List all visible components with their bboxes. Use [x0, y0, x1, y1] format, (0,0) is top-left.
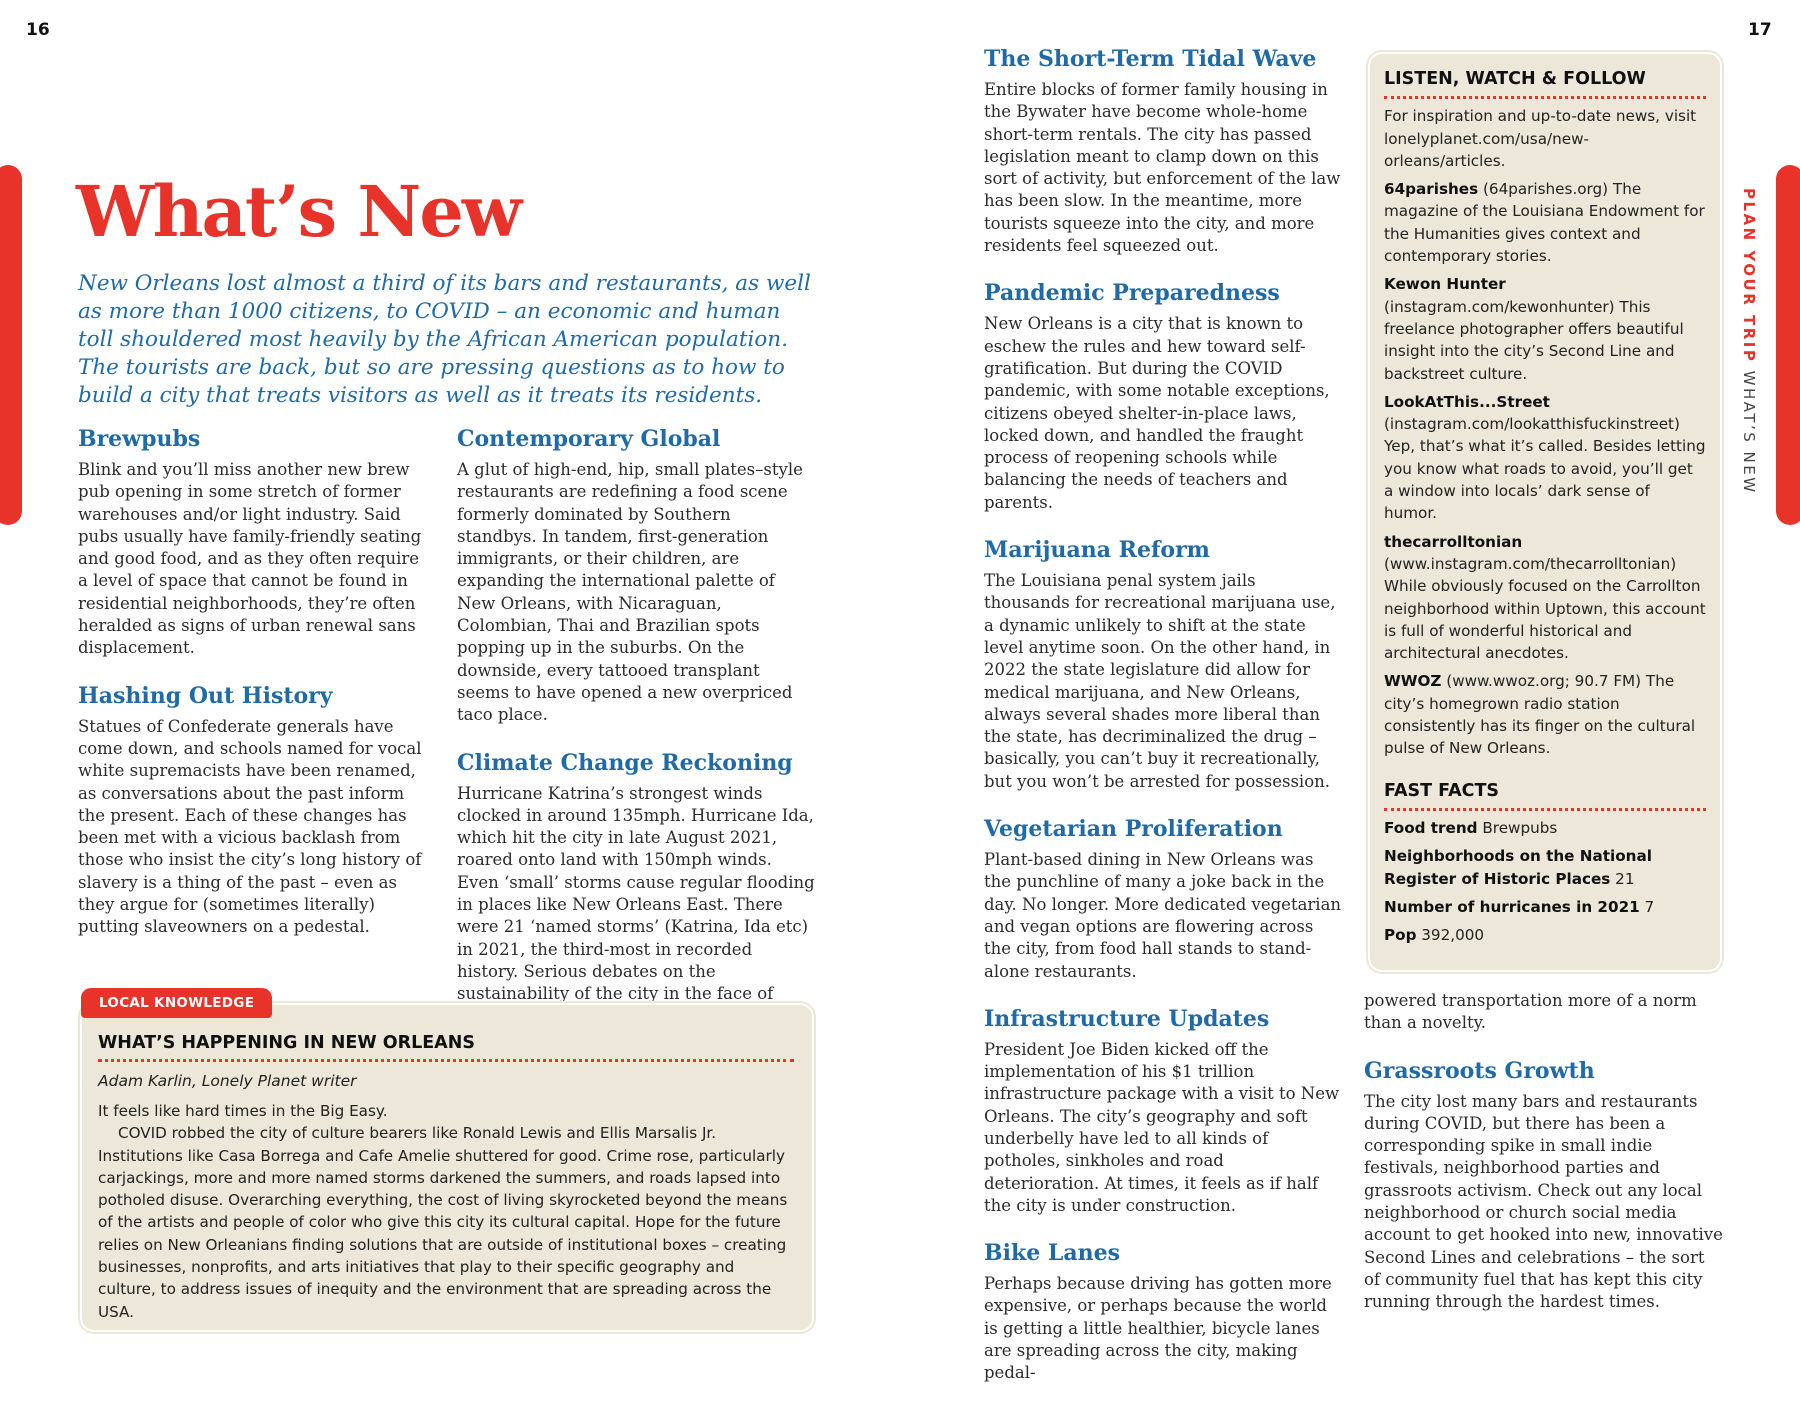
section-text-bike-continued: powered transportation more of a norm than a novelty. [1364, 991, 1697, 1033]
listen-item-name: thecarrolltonian [1384, 532, 1523, 551]
fact-value: 392,000 [1416, 926, 1485, 945]
section-heading-pandemic: Pandemic Preparedness [984, 280, 1280, 307]
listen-intro: For inspiration and up-to-date news, visit lonelyplanet.com/usa/new-orleans/articles. [1384, 107, 1697, 170]
page-number-left: 16 [26, 20, 50, 40]
page-title: What’s New [76, 170, 521, 253]
listen-item-text: (instagram.com/lookatthisfuckinstreet) Yep, that’s what it’s called. Besides letting you know what roads to avoid, you’ll get a window into locals’ dark sense of humor. [1384, 415, 1706, 523]
section-heading-bike: Bike Lanes [984, 1240, 1120, 1267]
side-label-plan: PLAN YOUR TRIP [1740, 188, 1758, 364]
section-text-contemporary: A glut of high-end, hip, small plates–style restaurants are redefining a food scene formerly dominated by Southern standbys. In tandem, first-generation immigrants, or their children, are expanding the international palette of New Orleans, with Nicaraguan, Colombian, Thai and Brazilian spots popping up in the suburbs. On the downside, every tattooed transplant seems to have opened a new overpriced taco place. [457, 460, 803, 725]
listen-item [1384, 273, 1706, 384]
section-heading-contemporary: Contemporary Global [457, 426, 721, 452]
fact-label: Neighborhoods on the National Register of Historic Places [1384, 847, 1652, 888]
listen-item [1384, 670, 1706, 759]
section-text-hashing: Statues of Confederate generals have come down, and schools named for vocal white supremacists have been renamed, as conversations about the past inform the present. Each of these changes has been met with a vicious backlash from those who insist the city’s long history of slavery is a thing of the past – even as they argue for (sometimes literally) putting slaveowners on a pedestal. [78, 716, 422, 937]
listen-item-name: WWOZ [1384, 672, 1442, 691]
fact-value: 7 [1639, 897, 1655, 916]
fact-item [1384, 896, 1706, 918]
listen-item [1384, 391, 1706, 525]
column-1 [78, 425, 433, 961]
listen-item-name: Kewon Hunter [1384, 275, 1506, 294]
section-heading-infrastructure: Infrastructure Updates [984, 1005, 1270, 1032]
fact-label: Pop [1384, 926, 1417, 945]
fact-value: 21 [1610, 869, 1635, 888]
fact-item [1384, 924, 1706, 946]
section-text-climate: Hurricane Katrina’s strongest winds clocked in around 135mph. Hurricane Ida, which hit the city in late August 2021, roared onto land with 150mph winds. Even ‘small’ storms cause regular flooding in places like New Orleans East. There were 21 ‘named storms’ (Katrina, Ida etc) in 2021, the third-most in recorded history. Serious debates on the sustainability of the city in the face of [457, 783, 815, 1004]
local-knowledge-lead: It feels like hard times in the Big Easy. [98, 1102, 388, 1120]
section-text-pandemic: New Orleans is a city that is known to eschew the rules and hew toward self-gratification. But during the COVID pandemic, with some notable exceptions, citizens obeyed shelter-in-place laws, locked down, and handled the fraught process of reopening schools while balancing the needs of teachers and parents. [984, 314, 1330, 512]
column-2 [457, 425, 815, 1050]
listen-item-text: (www.wwoz.org; 90.7 FM) The city’s homegrown radio station consistently has its finger on the cultural pulse of New Orleans. [1384, 672, 1696, 758]
section-heading-tidal: The Short-Term Tidal Wave [984, 46, 1317, 72]
local-knowledge-heading: WHAT’S HAPPENING IN NEW ORLEANS [98, 1033, 794, 1062]
listen-item-text: (instagram.com/kewonhunter) This freelance photographer offers beautiful insight into the city’s Second Line and backstreet culture. [1384, 297, 1684, 383]
side-label-section: WHAT’S NEW [1740, 370, 1758, 495]
section-heading-grassroots: Grassroots Growth [1364, 1057, 1595, 1084]
listen-item-name: 64parishes [1384, 180, 1479, 199]
fact-label: Number of hurricanes in 2021 [1384, 897, 1640, 916]
column-4 [1364, 990, 1724, 1336]
section-text-vegetarian: Plant-based dining in New Orleans was the punchline of many a joke back in the day. No longer. More dedicated vegetarian and vegan options are flowering across the city, from food hall stands to stand-alone restaurants. [984, 850, 1342, 981]
section-heading-climate: Climate Change Reckoning [457, 749, 793, 776]
fact-item [1384, 845, 1706, 890]
fact-item [1384, 817, 1706, 839]
local-knowledge-box [80, 1003, 814, 1332]
section-text-tidal: Entire blocks of former family housing in the Bywater have become whole-home short-term rentals. The city has passed legislation meant to clamp down on this sort of activity, but enforcement of the law has been slow. In the meantime, more tourists squeeze into the city, and more residents feel squeezed out. [984, 80, 1341, 256]
local-knowledge-badge: LOCAL KNOWLEDGE [81, 988, 272, 1018]
section-heading-brewpubs: Brewpubs [78, 426, 201, 452]
local-knowledge-body: COVID robbed the city of culture bearers like Ronald Lewis and Ellis Marsalis Jr. Institutions like Casa Borrega and Cafe Amelie shuttered for good. Crime rose, particularly carjackings, more and more named storms darkened the summers, and roads lapsed into potholed disuse. Overarching everything, the cost of living skyrocketed beyond the means of the artists and people of color who give this city its cultural capital. Hope for the future relies on New Orleanians finding solutions that are outside of institutional boxes – creating businesses, nonprofits, and arts initiatives that play to their specific geography and culture, to address issues of inequity and the environment that are spreading across the USA. [98, 1124, 788, 1321]
local-knowledge-author: Adam Karlin, Lonely Planet writer [98, 1072, 357, 1090]
sidebar-box [1368, 52, 1722, 972]
section-heading-hashing: Hashing Out History [78, 682, 333, 709]
section-text-bike: Perhaps because driving has gotten more expensive, or perhaps because the world is getting a little healthier, bicycle lanes are spreading across the city, making pedal- [984, 1274, 1332, 1383]
listen-item [1384, 531, 1706, 665]
section-heading-vegetarian: Vegetarian Proliferation [984, 816, 1283, 843]
fact-label: Food trend [1384, 818, 1478, 837]
left-edge-tab [0, 165, 22, 525]
fast-facts-heading: FAST FACTS [1384, 780, 1706, 811]
section-text-brewpubs: Blink and you’ll miss another new brew pub opening in some stretch of former warehouses and/or light industry. Said pubs usually have family-friendly seating and good food, and as they often require a level of space that cannot be found in residential neighborhoods, they’re often heralded as signs of urban renewal sans displacement. [78, 460, 422, 658]
section-heading-marijuana: Marijuana Reform [984, 537, 1210, 564]
listen-item [1384, 178, 1706, 267]
section-text-grassroots: The city lost many bars and restaurants during COVID, but there has been a corresponding spike in small indie festivals, neighborhood parties and grassroots activism. Check out any local neighborhood or church social media account to get hooked into new, innovative Second Lines and celebrations – the sort of community fuel that has kept this city running through the hardest times. [1364, 1091, 1723, 1312]
section-text-infrastructure: President Joe Biden kicked off the implementation of his $1 trillion infrastructure package with a visit to New Orleans. The city’s geography and soft underbelly have led to all kinds of potholes, sinkholes and road deterioration. At times, it feels as if half the city is under construction. [984, 1039, 1340, 1215]
listen-item-text: (64parishes.org) The magazine of the Louisiana Endowment for the Humanities gives context and contemporary stories. [1384, 180, 1705, 266]
section-text-marijuana: The Louisiana penal system jails thousands for recreational marijuana use, a dynamic unlikely to shift at the state level anytime soon. On the other hand, in 2022 the state legislature did allow for medical marijuana, and New Orleans, always several shades more liberal than the state, has decriminalized the drug – basically, you can’t buy it recreationally, but you won’t be arrested for possession. [984, 571, 1336, 791]
listen-heading: LISTEN, WATCH & FOLLOW [1384, 68, 1706, 99]
side-section-label [1740, 188, 1758, 495]
fact-value: Brewpubs [1477, 818, 1558, 837]
column-3 [984, 45, 1344, 1407]
listen-item-text: (www.instagram.com/thecarrolltonian) While obviously focused on the Carrollton neighborhood within Uptown, this account is full of wonderful historical and architectural anecdotes. [1384, 554, 1706, 663]
page-number-right: 17 [1748, 20, 1772, 40]
right-edge-tab [1776, 165, 1800, 525]
intro-text: New Orleans lost almost a third of its bars and restaurants, as well as more than 1000 citizens, to COVID – an economic and human toll shouldered most heavily by the African American population. The tourists are back, but so are pressing questions as to how to build a city that treats visitors as well as it treats its residents. [78, 271, 811, 408]
listen-item-name: LookAtThis...Street [1384, 392, 1550, 411]
